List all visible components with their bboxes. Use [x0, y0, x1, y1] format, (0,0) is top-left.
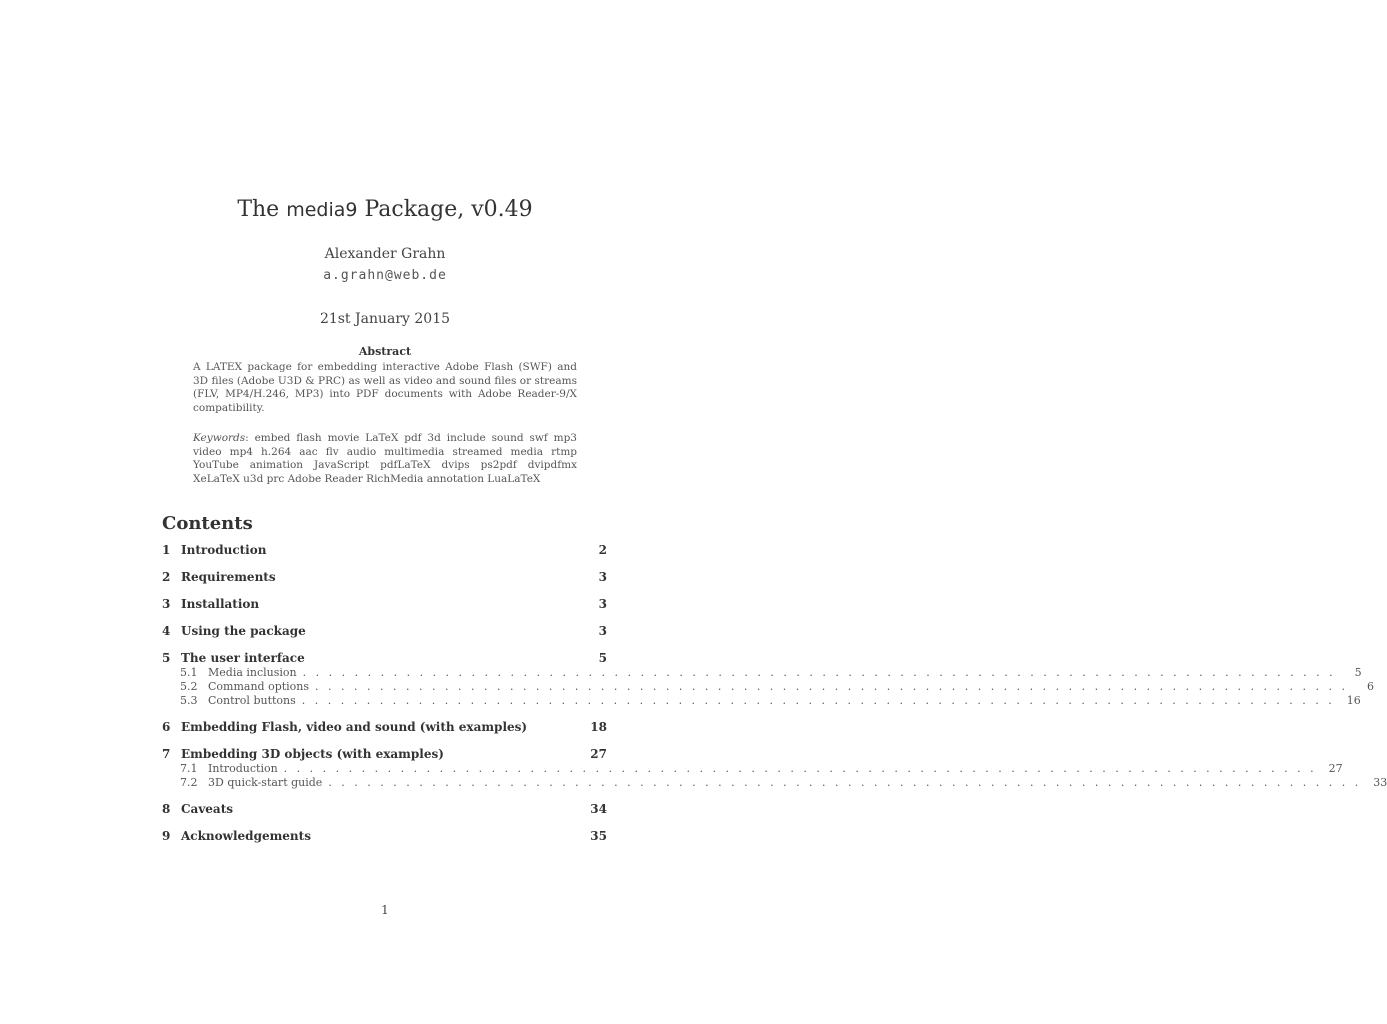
toc-dot-leader: . . . . . . . . . . . . . . . . . . . . . . . . . . . . . . . . . . . . . . . . . . . . . . . . . . . . . . . . . . . . . . . . . . . . . . . . . . . . . . . .: [328, 776, 1362, 789]
toc-subentry[interactable]: [162, 680, 1375, 694]
toc-subentry[interactable]: [162, 762, 1343, 776]
package-name: media9: [286, 199, 358, 221]
toc-subentry-number: 5.3: [180, 694, 198, 707]
toc-subentry-number: 5.1: [180, 666, 198, 679]
keywords-label: Keywords: [193, 432, 246, 444]
keywords: [193, 432, 577, 486]
toc-dot-leader: . . . . . . . . . . . . . . . . . . . . . . . . . . . . . . . . . . . . . . . . . . . . . . . . . . . . . . . . . . . . . . . . . . . . . . . . . . . . . . . .: [283, 762, 1317, 775]
toc-dot-leader: . . . . . . . . . . . . . . . . . . . . . . . . . . . . . . . . . . . . . . . . . . . . . . . . . . . . . . . . . . . . . . . . . . . . . . . . . . . . . . . .: [315, 680, 1349, 693]
toc-entry-number: 7: [162, 747, 171, 761]
toc-subentry-title: Command options: [208, 680, 310, 693]
toc-entry[interactable]: [162, 624, 607, 639]
toc-entry-number: 5: [162, 651, 171, 665]
toc-dot-leader: . . . . . . . . . . . . . . . . . . . . . . . . . . . . . . . . . . . . . . . . . . . . . . . . . . . . . . . . . . . . . . . . . . . . . . . . . . . . . . . .: [301, 694, 1335, 707]
toc-subentry-number: 7.2: [180, 776, 198, 789]
toc-entry-number: 3: [162, 597, 171, 611]
toc-section: [162, 720, 607, 735]
toc-entry-number: 2: [162, 570, 171, 584]
toc-subentry[interactable]: [162, 694, 1361, 708]
toc-subentry-title: Introduction: [208, 762, 278, 775]
document-date: 21st January 2015: [319, 311, 451, 327]
toc-entry-page: 3: [598, 570, 607, 584]
toc-subentry-page: 6: [1367, 680, 1375, 693]
toc-entry-title: Caveats: [181, 802, 234, 816]
toc-entry-page: 5: [598, 651, 607, 665]
toc-entry[interactable]: [162, 570, 607, 585]
abstract-heading: Abstract: [358, 345, 412, 358]
toc-entry-title: Acknowledgements: [181, 829, 311, 843]
toc-section: [162, 570, 607, 585]
toc-entry-number: 8: [162, 802, 171, 816]
toc-entry[interactable]: [162, 543, 607, 558]
table-of-contents: [162, 543, 1387, 856]
toc-section: [162, 651, 1375, 708]
toc-dot-leader: . . . . . . . . . . . . . . . . . . . . . . . . . . . . . . . . . . . . . . . . . . . . . . . . . . . . . . . . . . . . . . . . . . . . . . . . . . . . . . . .: [302, 666, 1336, 679]
toc-entry-number: 4: [162, 624, 171, 638]
page-number: 1: [381, 903, 389, 917]
toc-subentry[interactable]: [162, 666, 1362, 680]
toc-entry-page: 3: [598, 624, 607, 638]
toc-section: [162, 624, 607, 639]
toc-subentry-page: 16: [1346, 694, 1361, 707]
toc-subentry-title: Control buttons: [208, 694, 296, 707]
toc-entry-title: Embedding 3D objects (with examples): [181, 747, 444, 761]
toc-section: [162, 802, 607, 817]
toc-entry-page: 27: [590, 747, 607, 761]
toc-subentry-page: 27: [1328, 762, 1343, 775]
toc-section: [162, 597, 607, 612]
toc-entry[interactable]: [162, 651, 607, 666]
toc-entry-page: 2: [598, 543, 607, 557]
toc-entry[interactable]: [162, 597, 607, 612]
toc-subentry-title: Media inclusion: [208, 666, 297, 679]
toc-entry[interactable]: [162, 747, 607, 762]
toc-section: [162, 543, 607, 558]
toc-entry-page: 35: [590, 829, 607, 843]
toc-entry-number: 9: [162, 829, 171, 843]
toc-entry-title: Installation: [181, 597, 260, 611]
toc-entry-page: 3: [598, 597, 607, 611]
document-title: [0, 197, 770, 222]
toc-subentry-number: 7.1: [180, 762, 198, 775]
toc-entry-number: 6: [162, 720, 171, 734]
toc-entry-page: 18: [590, 720, 607, 734]
toc-subentry[interactable]: [162, 776, 1387, 790]
contents-heading: Contents: [162, 513, 253, 534]
toc-entry-title: Embedding Flash, video and sound (with examples): [181, 720, 528, 734]
toc-entry-page: 34: [590, 802, 607, 816]
keywords-text: : embed flash movie LaTeX pdf 3d include sound swf mp3 video mp4 h.264 aac flv audio multimedia streamed media rtmp YouTube animation JavaScript pdfLaTeX dvips ps2pdf dvipdfmx XeLaTeX u3d prc Adobe Reader RichMedia annotation LuaLaTeX: [193, 432, 577, 485]
author-email[interactable]: a.grahn@web.de: [323, 268, 447, 283]
toc-subentry-number: 5.2: [180, 680, 198, 693]
toc-entry[interactable]: [162, 802, 607, 817]
toc-section: [162, 747, 1387, 790]
toc-entry-title: Introduction: [181, 543, 267, 557]
toc-entry[interactable]: [162, 829, 607, 844]
toc-subentry-page: 33: [1373, 776, 1387, 789]
toc-subentry-title: 3D quick-start guide: [208, 776, 323, 789]
toc-entry-title: The user interface: [181, 651, 305, 665]
toc-subentry-page: 5: [1354, 666, 1362, 679]
author-name: Alexander Grahn: [324, 246, 446, 262]
toc-entry-title: Using the package: [181, 624, 306, 638]
title-suffix: Package, v0.49: [357, 197, 533, 222]
toc-entry-number: 1: [162, 543, 171, 557]
toc-entry-title: Requirements: [181, 570, 276, 584]
abstract-body: A LATEX package for embedding interactive Adobe Flash (SWF) and 3D files (Adobe U3D & PRC) as well as video and sound files or streams (FLV, MP4/H.246, MP3) into PDF documents with Adobe Reader-9/X compatibility.: [193, 361, 577, 414]
title-prefix: The: [237, 197, 287, 222]
toc-entry[interactable]: [162, 720, 607, 735]
toc-section: [162, 829, 607, 844]
